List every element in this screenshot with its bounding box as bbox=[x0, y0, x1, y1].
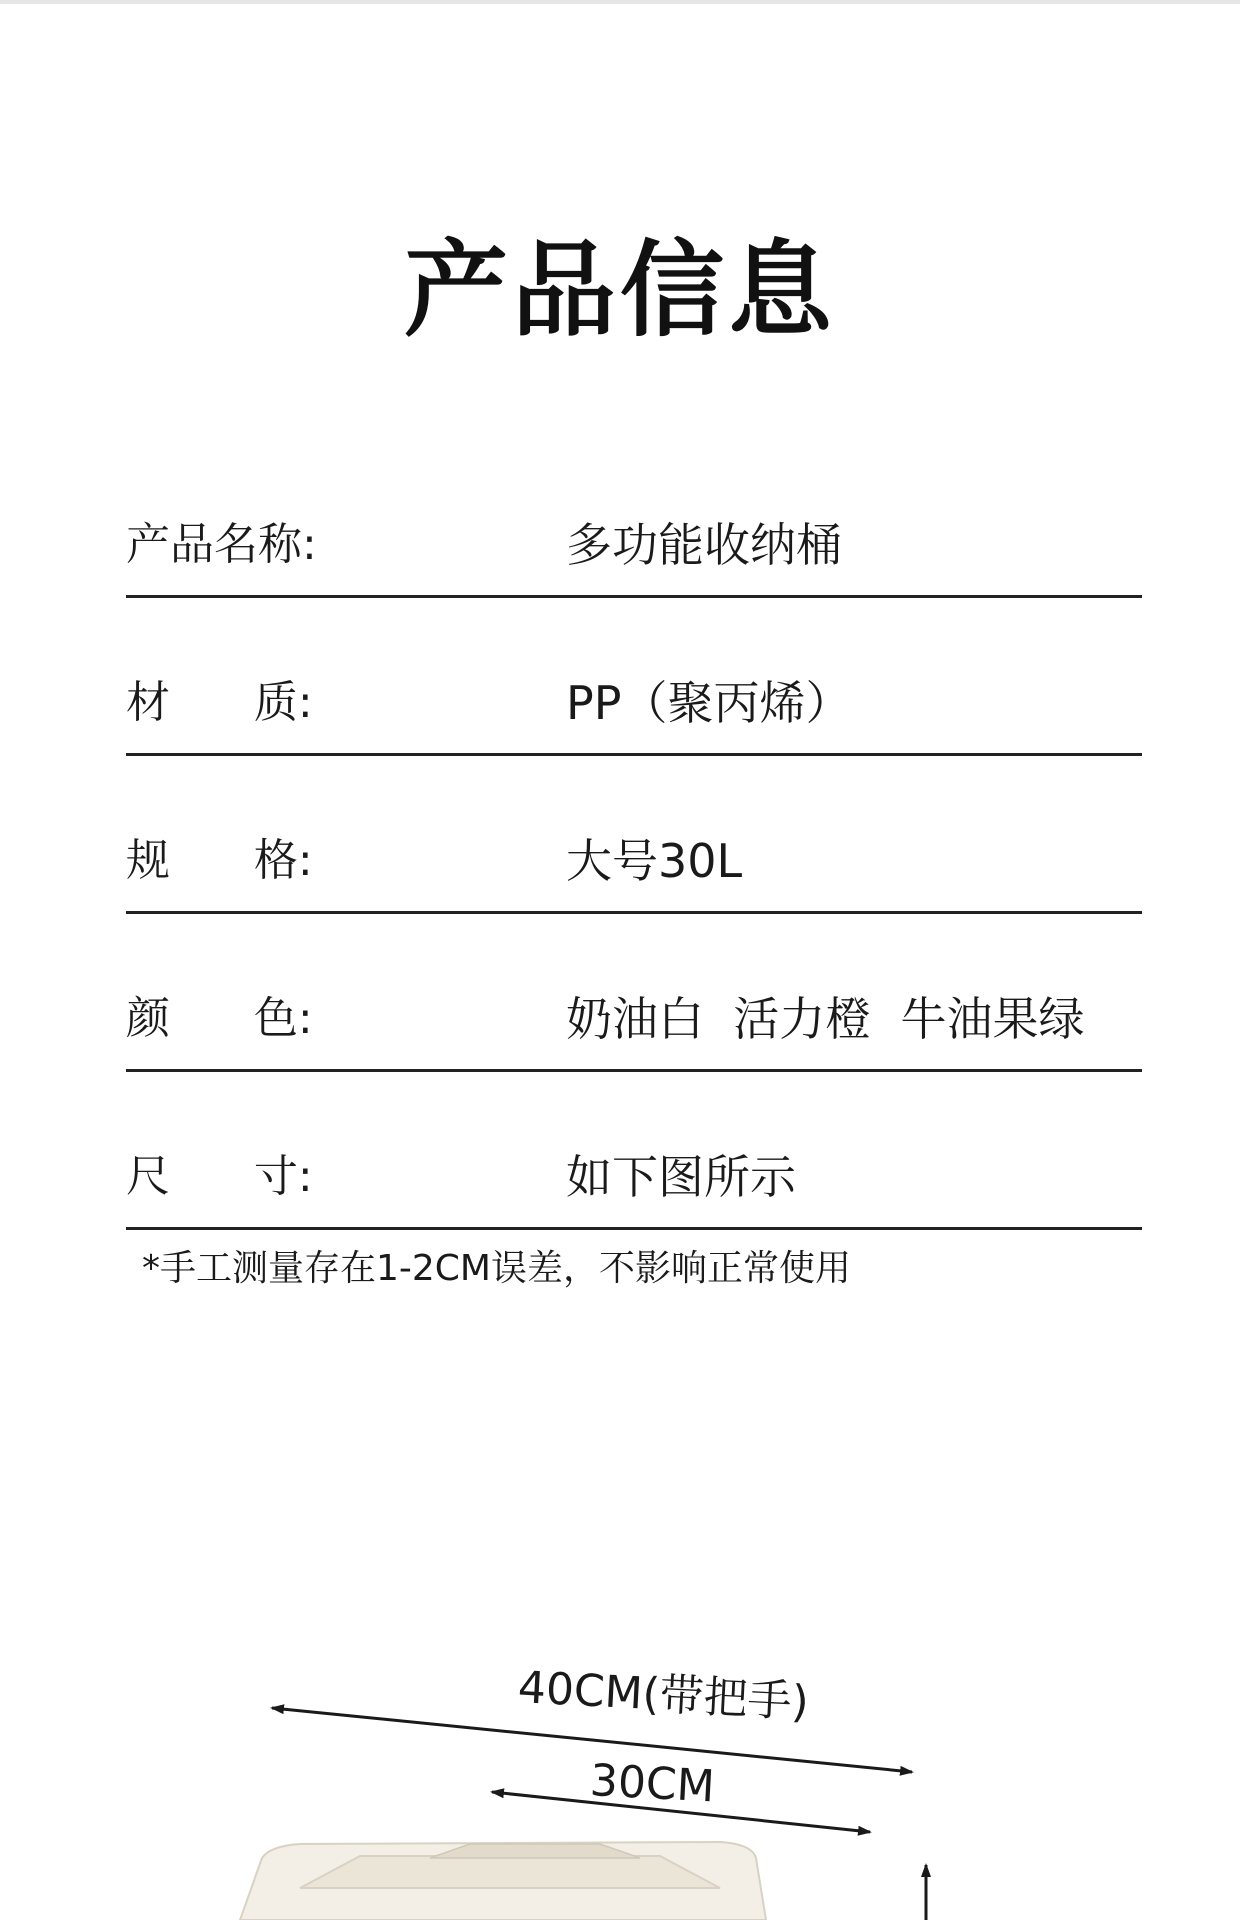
spec-label: 规 格: bbox=[126, 835, 313, 886]
measurement-note: *手工测量存在1-2CM误差，不影响正常使用 bbox=[142, 1248, 851, 1289]
spec-row-dimensions bbox=[126, 1072, 1142, 1230]
spec-row-name bbox=[126, 440, 1142, 598]
spec-value: PP（聚丙烯） bbox=[566, 676, 852, 730]
spec-label: 产品名称: bbox=[126, 519, 317, 570]
page-title: 产品信息 bbox=[403, 229, 836, 351]
spec-row-size bbox=[126, 756, 1142, 914]
dimension-diagram bbox=[0, 1620, 1240, 1920]
spec-value: 多功能收纳桶 bbox=[566, 518, 842, 572]
spec-value: 大号30L bbox=[566, 834, 743, 888]
spec-table bbox=[126, 440, 1142, 1230]
top-divider bbox=[0, 0, 1240, 4]
width-with-handle-label: 40CM(带把手) bbox=[516, 1662, 810, 1729]
width-label: 30CM bbox=[588, 1755, 716, 1813]
spec-label: 尺 寸: bbox=[126, 1151, 313, 1202]
spec-row-material bbox=[126, 598, 1142, 756]
spec-label: 材 质: bbox=[126, 677, 313, 728]
storage-bin-image bbox=[240, 1842, 766, 1920]
spec-label: 颜 色: bbox=[126, 993, 313, 1044]
spec-row-color bbox=[126, 914, 1142, 1072]
spec-value: 奶油白 活力橙 牛油果绿 bbox=[566, 992, 1085, 1046]
spec-value: 如下图所示 bbox=[566, 1150, 796, 1204]
